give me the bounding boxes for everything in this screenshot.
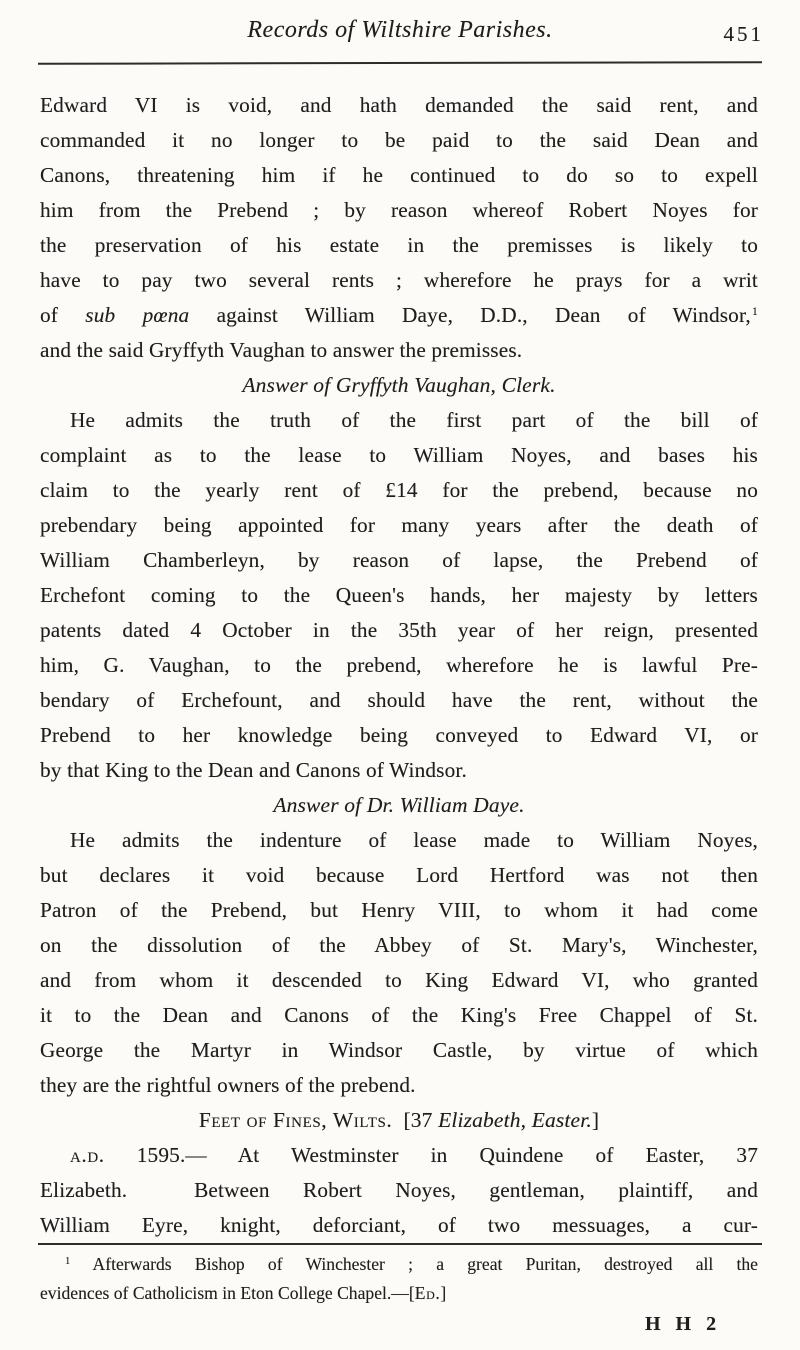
- text-segment: He admits the truth of the first part of the bill of: [70, 408, 758, 432]
- page-number: 451: [723, 22, 764, 46]
- text-line: [40, 683, 758, 718]
- text-segment: him from the Prebend ; by reason whereof Robert Noyes for: [40, 198, 758, 222]
- text-segment: him, G. Vaughan, to the prebend, wherefore he is lawful Pre-: [40, 653, 758, 677]
- text-segment: by that King to the Dean and Canons of Windsor.: [40, 758, 467, 782]
- signature-mark: H H 2: [645, 1313, 722, 1335]
- text-segment: complaint as to the lease to William Noyes, and bases his: [40, 443, 758, 467]
- footnote-rule: [38, 1243, 762, 1245]
- text-segment: Edward VI is void, and hath demanded the said rent, and: [40, 93, 758, 117]
- text-segment: it to the Dean and Canons of the King's Free Chappel of St.: [40, 1003, 758, 1027]
- text-segment: Feet of Fines, Wilts.: [198, 1108, 393, 1132]
- header-rule: [38, 61, 762, 65]
- text-line: [40, 473, 758, 508]
- footnote-marker: 1: [65, 1256, 71, 1267]
- text-segment: Erchefont coming to the Queen's hands, her majesty by letters: [40, 583, 758, 607]
- text-segment: 1595.— At Westminster in Quindene of Easter, 37: [104, 1143, 758, 1167]
- text-line: [40, 1138, 758, 1173]
- text-line: [40, 578, 758, 613]
- text-segment: and the said Gryffyth Vaughan to answer the premisses.: [40, 338, 523, 362]
- section-heading: [40, 368, 758, 403]
- text-line: [40, 928, 758, 963]
- text-line: [40, 718, 758, 753]
- text-segment: ]: [591, 1108, 600, 1132]
- text-segment: of: [40, 303, 86, 327]
- text-line: [40, 753, 758, 788]
- text-segment: Answer of Dr. William Daye.: [273, 793, 525, 817]
- text-line: [40, 963, 758, 998]
- text-segment: William Eyre, knight, deforciant, of two messuages, a cur-: [40, 1213, 758, 1237]
- text-segment: and from whom it descended to King Edward VI, who granted: [40, 968, 758, 992]
- text-segment: He admits the indenture of lease made to William Noyes,: [70, 828, 758, 852]
- text-segment: Prebend to her knowledge being conveyed to Edward VI, or: [40, 723, 758, 747]
- text-segment: but declares it void because Lord Hertford was not then: [40, 863, 758, 887]
- text-line: [40, 508, 758, 543]
- text-line: [40, 1173, 758, 1208]
- text-segment: Elizabeth. Between Robert Noyes, gentleman, plaintiff, and: [40, 1178, 758, 1202]
- text-line: [40, 438, 758, 473]
- text-segment: patents dated 4 October in the 35th year of her reign, presented: [40, 618, 758, 642]
- text-segment: bendary of Erchefount, and should have the rent, without the: [40, 688, 758, 712]
- section-heading: [40, 1103, 758, 1138]
- text-line: [40, 1068, 758, 1103]
- text-line: [40, 543, 758, 578]
- text-segment: Answer of Gryffyth Vaughan, Clerk.: [242, 373, 556, 397]
- footnote: [40, 1250, 758, 1308]
- text-segment: Ed.: [414, 1283, 441, 1303]
- text-segment: ]: [440, 1283, 447, 1303]
- text-segment: Canons, threatening him if he continued to do so to expell: [40, 163, 758, 187]
- text-line: [40, 193, 758, 228]
- text-line: [40, 823, 758, 858]
- text-line: [40, 263, 758, 298]
- text-line: [40, 298, 758, 333]
- footnote-line: [40, 1250, 758, 1279]
- text-segment: they are the rightful owners of the prebend.: [40, 1073, 416, 1097]
- text-segment: William Chamberleyn, by reason of lapse, the Prebend of: [40, 548, 758, 572]
- text-line: [40, 998, 758, 1033]
- text-segment: [37: [392, 1108, 439, 1132]
- text-line: [40, 648, 758, 683]
- text-line: [40, 1208, 758, 1243]
- running-title: Records of Wiltshire Parishes.: [247, 17, 553, 43]
- text-line: [40, 893, 758, 928]
- footnote-line: [40, 1279, 758, 1308]
- text-segment: a.d.: [70, 1143, 105, 1167]
- page-body: [40, 88, 758, 1243]
- text-segment: prebendary being appointed for many years after the death of: [40, 513, 758, 537]
- text-line: [40, 123, 758, 158]
- text-line: [40, 613, 758, 648]
- text-line: [40, 228, 758, 263]
- text-segment: have to pay two several rents ; wherefore he prays for a writ: [40, 268, 758, 292]
- text-segment: Patron of the Prebend, but Henry VIII, to whom it had come: [40, 898, 758, 922]
- text-line: [40, 858, 758, 893]
- text-line: [40, 158, 758, 193]
- text-segment: Elizabeth, Easter.: [438, 1108, 592, 1132]
- text-segment: the preservation of his estate in the premisses is likely to: [40, 233, 758, 257]
- text-segment: against William Daye, D.D., Dean of Windsor,: [189, 303, 751, 327]
- text-segment: evidences of Catholicism in Eton College Chapel.—[: [40, 1283, 415, 1303]
- text-segment: George the Martyr in Windsor Castle, by virtue of which: [40, 1038, 758, 1062]
- text-segment: commanded it no longer to be paid to the said Dean and: [40, 128, 758, 152]
- text-segment: on the dissolution of the Abbey of St. Mary's, Winchester,: [40, 933, 758, 957]
- text-line: [40, 88, 758, 123]
- footnote-marker: 1: [751, 304, 759, 318]
- text-line: [40, 333, 758, 368]
- text-segment: claim to the yearly rent of £14 for the prebend, because no: [40, 478, 758, 502]
- text-line: [40, 403, 758, 438]
- section-heading: [40, 788, 758, 823]
- text-line: [40, 1033, 758, 1068]
- text-segment: sub pœna: [85, 303, 190, 327]
- text-segment: Afterwards Bishop of Winchester ; a great Puritan, destroyed all the: [70, 1254, 758, 1274]
